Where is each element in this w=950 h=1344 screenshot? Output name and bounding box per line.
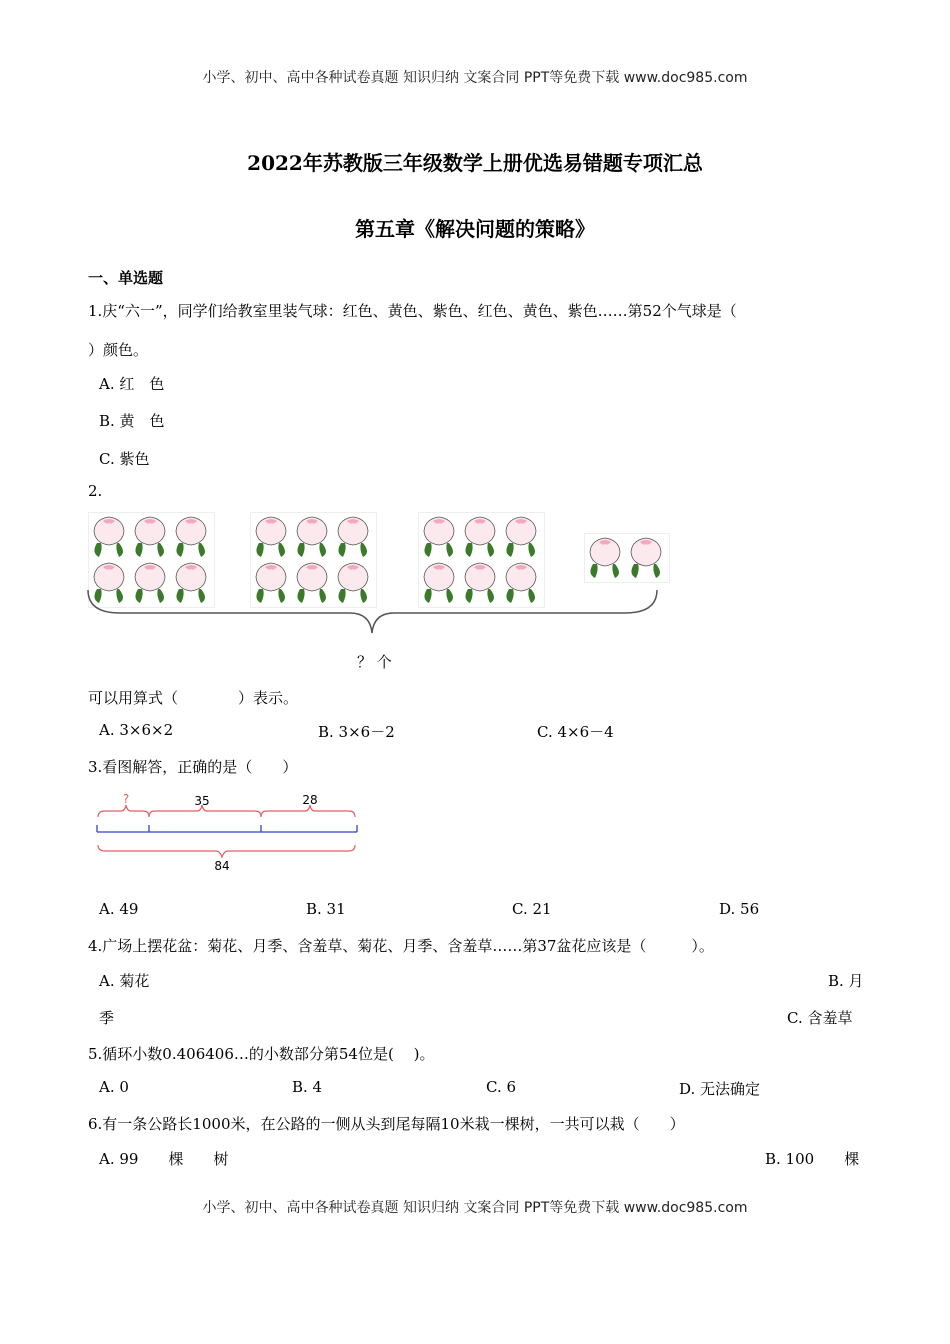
q1-option-b[interactable]: B. 黄 色: [99, 412, 165, 430]
segment-diagram: [85, 785, 375, 875]
doc-subtitle: 第五章《解决问题的策略》: [355, 217, 595, 241]
peach-icon: [585, 534, 625, 584]
peach-icon: [292, 513, 332, 563]
seg2-label: 35: [194, 794, 210, 808]
q3-option-d[interactable]: D. 56: [719, 900, 760, 918]
q6-option-a[interactable]: A. 99 棵 树: [99, 1150, 229, 1168]
page-footer: 小学、初中、高中各种试卷真题 知识归纳 文案合同 PPT等免费下载 www.doc985.com: [202, 1200, 748, 1216]
q1-option-c[interactable]: C. 紫色: [99, 450, 150, 468]
q4-stem: 4.广场上摆花盆：菊花、月季、含羞草、菊花、月季、含羞草……第37盆花应该是（ ）。: [88, 937, 714, 955]
peach-icon: [460, 513, 500, 563]
peach-icon: [419, 513, 459, 563]
q3-option-c[interactable]: C. 21: [512, 900, 552, 918]
q4-option-b-cont[interactable]: 季: [99, 1009, 115, 1027]
peach-icon: [333, 513, 373, 563]
q2-option-a[interactable]: A. 3×6×2: [99, 721, 174, 739]
peach-icon: [89, 513, 129, 563]
q2-option-c[interactable]: C. 4×6－4: [537, 723, 614, 741]
section-heading: 一、单选题: [88, 269, 164, 287]
q5-stem: 5.循环小数0.406406…的小数部分第54位是( )。: [88, 1045, 435, 1063]
peach-icon: [501, 513, 541, 563]
peach-group: [584, 533, 670, 583]
q1-stem-line2: ）颜色。: [88, 341, 149, 359]
total-label: 84: [214, 859, 230, 873]
q6-option-b[interactable]: B. 100 棵: [765, 1150, 860, 1168]
q2-option-b[interactable]: B. 3×6－2: [318, 723, 395, 741]
q2-number: 2.: [88, 482, 103, 500]
page-header: 小学、初中、高中各种试卷真题 知识归纳 文案合同 PPT等免费下载 www.doc985.com: [202, 70, 748, 86]
peach-icon: [626, 534, 666, 584]
unknown-label: ?: [122, 792, 130, 806]
q4-option-c[interactable]: C. 含羞草: [787, 1009, 853, 1027]
brace-label: ？ 个: [357, 653, 392, 671]
q5-option-c[interactable]: C. 6: [486, 1078, 517, 1096]
seg3-label: 28: [302, 793, 318, 807]
q1-stem-line1: 1.庆“六一”，同学们给教室里装气球：红色、黄色、紫色、红色、黄色、紫色……第52个气球是（: [88, 302, 737, 320]
peach-icon: [251, 513, 291, 563]
q3-stem: 3.看图解答，正确的是（ ）: [88, 758, 298, 776]
peach-icon: [171, 513, 211, 563]
q5-option-d[interactable]: D. 无法确定: [679, 1080, 761, 1098]
q2-stem: 可以用算式（ ）表示。: [88, 689, 299, 707]
doc-title: 2022年苏教版三年级数学上册优选易错题专项汇总: [247, 151, 703, 175]
q4-option-a[interactable]: A. 菊花: [99, 972, 150, 990]
q3-option-a[interactable]: A. 49: [99, 900, 139, 918]
q5-option-a[interactable]: A. 0: [99, 1078, 129, 1096]
total-brace: [80, 585, 670, 640]
peach-icon: [130, 513, 170, 563]
q6-stem: 6.有一条公路长1000米，在公路的一侧从头到尾每隔10米栽一棵树，一共可以栽（ ）: [88, 1115, 685, 1133]
q1-option-a[interactable]: A. 红 色: [99, 375, 165, 393]
q3-option-b[interactable]: B. 31: [306, 900, 346, 918]
q4-option-b[interactable]: B. 月: [828, 972, 864, 990]
q5-option-b[interactable]: B. 4: [292, 1078, 323, 1096]
